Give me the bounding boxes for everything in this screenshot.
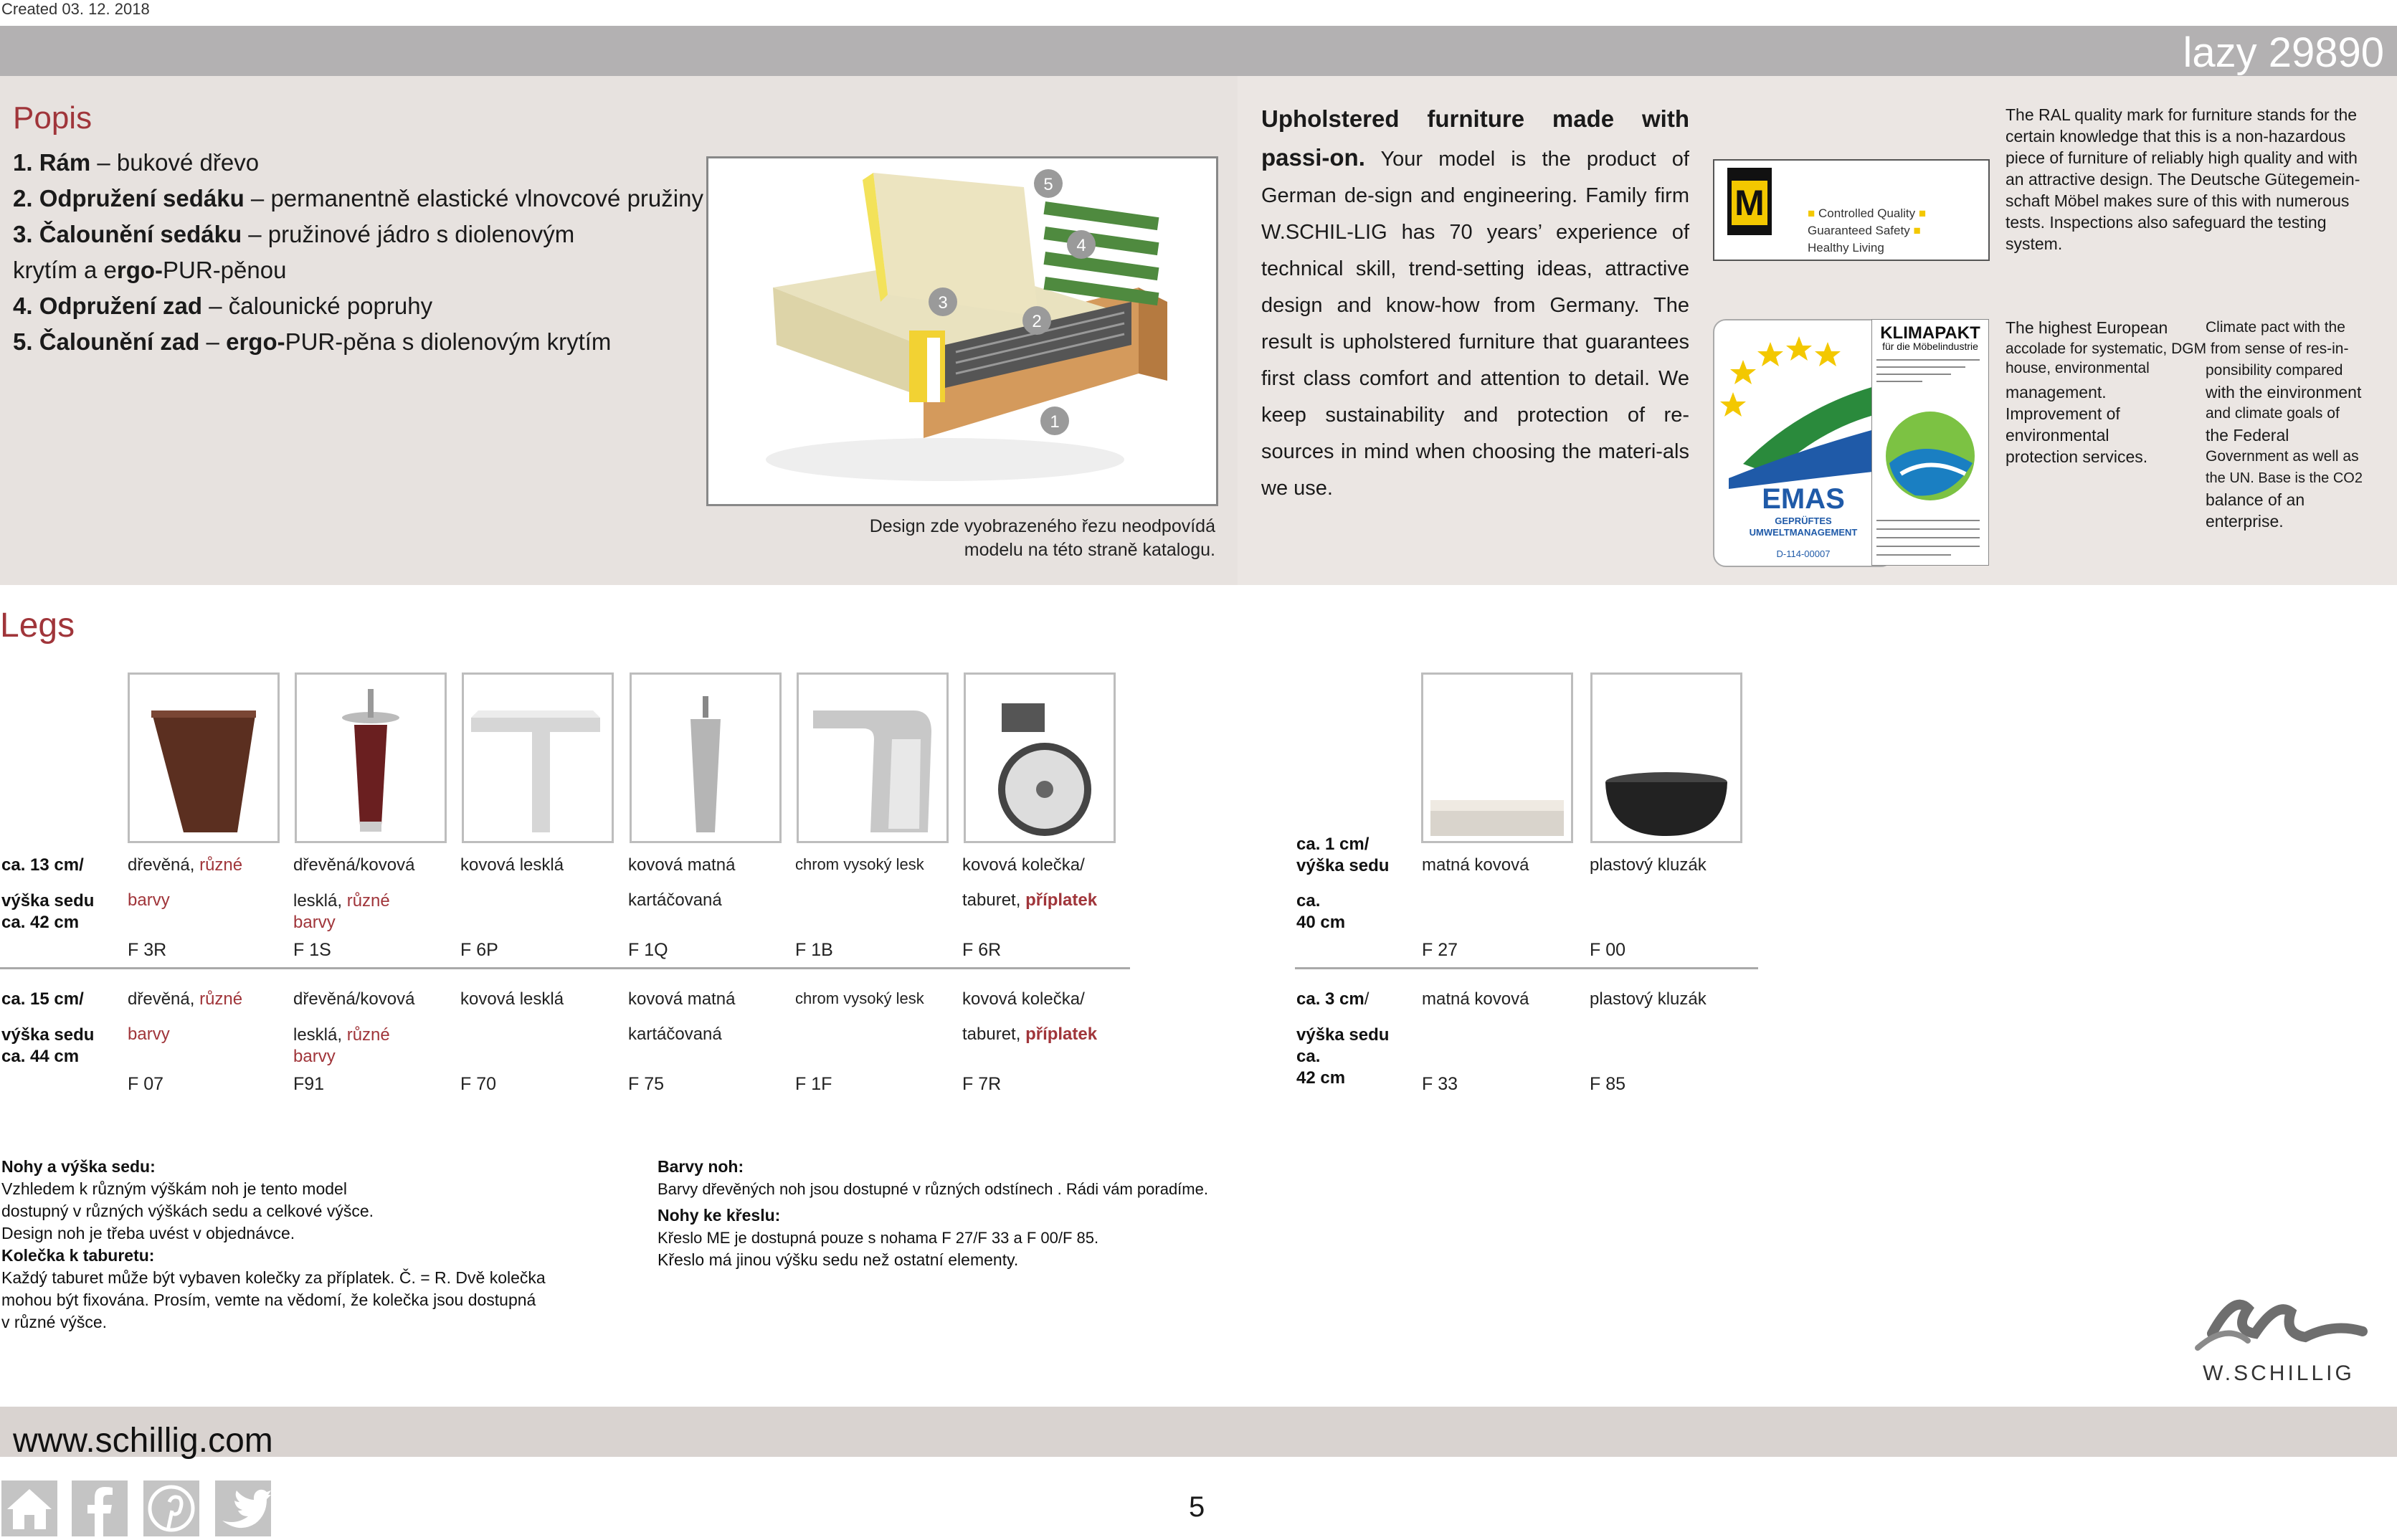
leg-code-f1s: F 1S: [293, 940, 331, 960]
star-icon: [1720, 336, 1841, 417]
leg-f07-label2: barvy: [128, 1025, 170, 1044]
glide-code-f27: F 27: [1422, 940, 1458, 960]
website-link[interactable]: www.schillig.com: [13, 1422, 273, 1460]
leg-f6r-label: kovová kolečka/: [962, 855, 1085, 875]
klimapakt-text: Climate pact with the ponsibility compared with the einvironment and climate goals of the Federal Government as well as the UN. Base is the CO2 balance of an enterprise.: [2206, 319, 2363, 531]
marker-5: 5: [1043, 175, 1053, 194]
leg-f70-label: kovová lesklá: [460, 989, 564, 1009]
page-number: 5: [1189, 1491, 1205, 1523]
leg-code-f7r: F 7R: [962, 1074, 1002, 1094]
english-body: Your model is the product of German de-sign and engineering. Family firm W.SCHIL-LIG has 70 years’ experience of technical skill, trend-setting ideas, attractive design and know-how from Germany. The result is upholstered furniture that guarantees first class comfort and attention to detail. We keep sustainability and protection of re-sources in mind when choosing the materi-als we use.: [1261, 148, 1689, 500]
ral-quality-logo: [1713, 159, 1990, 261]
popis-item-1: 1. Rám – bukové dřevo: [13, 149, 260, 176]
product-title: lazy 29890: [2183, 29, 2384, 76]
marker-1: 1: [1050, 412, 1060, 432]
row1-height-label: ca. 13 cm/: [1, 855, 84, 875]
row2-height-label: ca. 15 cm/: [1, 989, 84, 1009]
svg-text:für die Möbelindustrie: für die Möbelindustrie: [1882, 341, 1978, 352]
leg-thumb-caster: [964, 672, 1116, 843]
home-icon[interactable]: [1, 1480, 57, 1536]
svg-text:GEPRÜFTES: GEPRÜFTES: [1775, 515, 1832, 526]
svg-text:W.SCHILLIG: W.SCHILLIG: [2203, 1361, 2355, 1385]
leg-f1f-label: chrom vysoký lesk: [795, 989, 924, 1007]
leg-code-f70: F 70: [460, 1074, 497, 1094]
leg-f07-label: dřevěná, různé: [128, 989, 243, 1009]
svg-text:D-114-00007: D-114-00007: [1776, 548, 1831, 559]
leg-code-f6p: F 6P: [460, 940, 498, 960]
leg-f3r-label2: barvy: [128, 890, 170, 910]
row1-seat: výška sedu ca. 42 cm: [1, 891, 95, 932]
glide-thumb-plastic: [1590, 672, 1742, 843]
popis-title: Popis: [13, 100, 92, 136]
leg-f75-label: kovová matná: [628, 989, 736, 1009]
notes-left: Nohy a výška sedu: Vzhledem k různým výškám noh je tento model dostupný v různých výškách sedu a celkové výšce. Design noh je třeba uvést v objednávce. Kolečka k taburetu: Každý taburet může být vybaven kolečky za příplatek. Č. = R. Dvě kolečka mohou být fixována. Prosím, vemte na vědomí, že kolečka jsou dostupná v různé výšce.: [1, 1157, 546, 1331]
right2-seat: výška sedu ca. 42 cm: [1296, 1025, 1390, 1088]
popis-item-5: 5. Čalounění zad – ergo-PUR-pěna s diolenovým krytím: [13, 328, 612, 355]
right2-height: ca. 3 cm/: [1296, 989, 1370, 1009]
emas-text: The highest European accolade for systematic, DGM from sense of res-in- management. Improvement of environmental protection services.: [2006, 318, 2349, 466]
leg-f91-label2: lesklá, různé barvy: [293, 1025, 390, 1066]
footer-bar: [0, 1407, 2397, 1460]
leg-thumb-wood: [128, 672, 280, 843]
w-schillig-logo: [2169, 1280, 2388, 1387]
leg-f1s-label: dřevěná/kovová: [293, 855, 415, 875]
leg-code-f6r: F 6R: [962, 940, 1002, 960]
leg-thumb-chrome: [797, 672, 949, 843]
emas-text-house-line: house, environmental: [2006, 360, 2150, 376]
leg-thumb-wood-metal: [295, 672, 447, 843]
glide-f33-label: matná kovová: [1422, 989, 1529, 1009]
leg-code-f1f: F 1F: [795, 1074, 832, 1094]
leg-f3r-label: dřevěná, různé: [128, 855, 243, 875]
leg-code-f75: F 75: [628, 1074, 665, 1094]
english-description: [1261, 100, 1689, 507]
ral-m-icon: M: [1727, 168, 1772, 235]
leg-thumb-metal-matte: [630, 672, 782, 843]
right1-height: ca. 1 cm/ výška sedu: [1296, 835, 1390, 875]
notes-right: Barvy noh: Barvy dřevěných noh jsou dostupné v různých odstínech . Rádi vám poradíme. Nohy ke křeslu: Křeslo ME je dostupná pouze s nohama F 27/F 33 a F 00/F 85. Křeslo má jinou výšku sedu než ostatní elementy.: [658, 1157, 1208, 1269]
title-bar: [0, 26, 2397, 76]
sofa-cutaway-illustration: [708, 158, 1216, 504]
marker-3: 3: [938, 293, 948, 313]
pinterest-icon[interactable]: [143, 1480, 199, 1536]
row1-divider: [0, 967, 1130, 969]
legs-title: Legs: [0, 607, 75, 645]
glide-code-f00: F 00: [1590, 940, 1626, 960]
twitter-icon[interactable]: [215, 1480, 271, 1536]
klimapakt-logo: [1871, 319, 1989, 566]
leg-f91-label: dřevěná/kovová: [293, 989, 415, 1009]
leg-code-f1b: F 1B: [795, 940, 833, 960]
row2-seat: výška sedu ca. 44 cm: [1, 1025, 95, 1066]
right1-divider: [1295, 967, 1758, 969]
glide-f85-label: plastový kluzák: [1590, 989, 1707, 1009]
leg-code-f1q: F 1Q: [628, 940, 668, 960]
popis-item-4: 4. Odpružení zad – čalounické popruhy: [13, 293, 433, 319]
glide-code-f33: F 33: [1422, 1074, 1458, 1094]
svg-text:KLIMAPAKT: KLIMAPAKT: [1880, 323, 1980, 343]
svg-text:UMWELTMANAGEMENT: UMWELTMANAGEMENT: [1749, 527, 1858, 538]
leg-f1s-label2: lesklá, různé barvy: [293, 891, 390, 932]
right1-seat: ca. 40 cm: [1296, 891, 1346, 932]
leg-code-f91: F91: [293, 1074, 325, 1094]
cutaway-diagram: [706, 156, 1218, 506]
popis-item-3: 3. Čalounění sedáku – pružinové jádro s diolenovým: [13, 221, 575, 247]
leg-f75-label2: kartáčovaná: [628, 1025, 722, 1044]
leg-f6r-label2: taburet, příplatek: [962, 890, 1098, 910]
leg-code-f3r: F 3R: [128, 940, 167, 960]
glide-thumb-metal: [1421, 672, 1573, 843]
diagram-caption: Design zde vyobrazeného řezu neodpovídá modelu na této straně katalogu.: [869, 516, 1215, 560]
ral-logo-items: ■ Controlled Quality ■ Guaranteed Safety ■ Healthy Living: [1808, 206, 1927, 255]
popis-list: [13, 145, 703, 360]
leg-f1b-label: chrom vysoký lesk: [795, 855, 924, 873]
glide-f00-label: plastový kluzák: [1590, 855, 1707, 875]
created-date: Created 03. 12. 2018: [1, 0, 150, 18]
emas-logo: [1713, 319, 1894, 567]
glide-f27-label: matná kovová: [1422, 855, 1529, 875]
leg-thumb-metal-glossy: [462, 672, 614, 843]
leg-code-f07: F 07: [128, 1074, 164, 1094]
marker-2: 2: [1032, 312, 1042, 331]
popis-item-3-cont: krytím a ergo-PUR-pěnou: [13, 257, 287, 283]
english-heading: Upholstered furniture made with passi-on.: [1261, 105, 1689, 171]
popis-item-2: 2. Odpružení sedáku – permanentně elastické vlnovcové pružiny: [13, 185, 703, 211]
leg-f1q-label2: kartáčovaná: [628, 890, 722, 910]
marker-4: 4: [1076, 236, 1086, 255]
ral-text: The RAL quality mark for furniture stands for the certain knowledge that this is a non-hazardous piece of furniture of reliably high quality and with an attractive design. The Deutsche Gütegemein-schaft Möbel makes sure of this with numerous tests. Inspections also safeguard the testing system.: [2006, 105, 2360, 253]
leg-f7r-label2: taburet, příplatek: [962, 1025, 1098, 1044]
leg-f1q-label: kovová matná: [628, 855, 736, 875]
leg-f6p-label: kovová lesklá: [460, 855, 564, 875]
facebook-icon[interactable]: [72, 1480, 128, 1536]
svg-text:EMAS: EMAS: [1762, 483, 1845, 515]
leg-f7r-label: kovová kolečka/: [962, 989, 1085, 1009]
glide-code-f85: F 85: [1590, 1074, 1626, 1094]
